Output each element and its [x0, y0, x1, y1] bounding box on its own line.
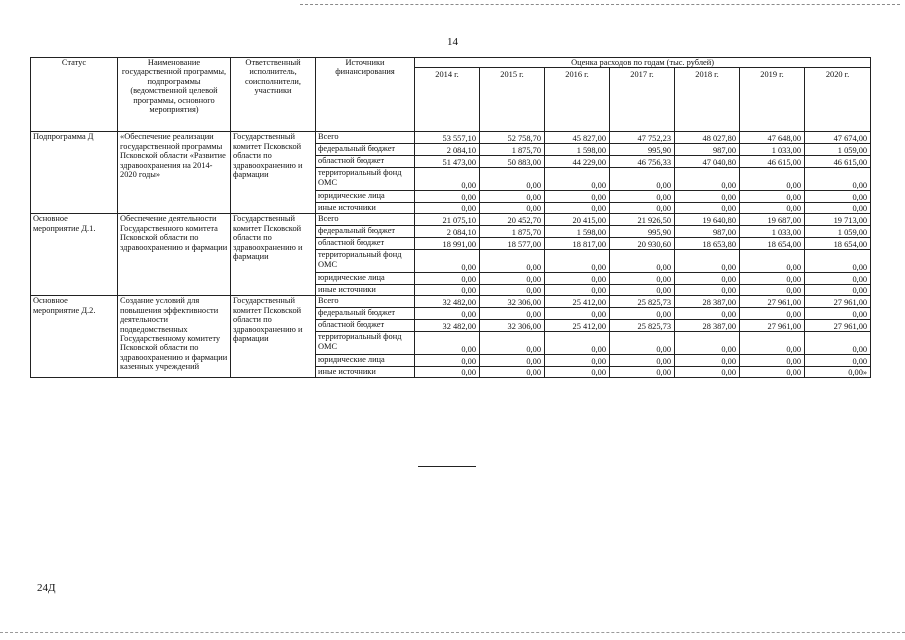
amount-cell: 0,00	[805, 273, 871, 285]
amount-cell: 18 654,00	[805, 238, 871, 250]
amount-cell: 0,00»	[805, 367, 871, 378]
amount-cell: 0,00	[675, 367, 740, 378]
amount-cell: 25 825,73	[610, 320, 675, 332]
amount-cell: 2 084,10	[415, 144, 480, 156]
amount-cell: 0,00	[610, 250, 675, 273]
header-estimate: Оценка расходов по годам (тыс. рублей)	[415, 58, 871, 68]
amount-cell: 0,00	[610, 355, 675, 367]
amount-cell: 0,00	[740, 355, 805, 367]
amount-cell: 25 412,00	[545, 296, 610, 308]
header-year: 2016 г.	[545, 68, 610, 132]
amount-cell: 51 473,00	[415, 156, 480, 168]
funding-source: федеральный бюджет	[316, 226, 415, 238]
amount-cell: 1 033,00	[740, 226, 805, 238]
amount-cell: 20 452,70	[480, 214, 545, 226]
funding-source: Всего	[316, 296, 415, 308]
amount-cell: 48 027,80	[675, 132, 740, 144]
amount-cell: 27 961,00	[740, 296, 805, 308]
header-sources: Источники финансирования	[316, 58, 415, 132]
funding-source: территориальный фонд ОМС	[316, 250, 415, 273]
amount-cell: 32 306,00	[480, 320, 545, 332]
amount-cell: 0,00	[545, 355, 610, 367]
amount-cell: 32 482,00	[415, 320, 480, 332]
amount-cell: 0,00	[415, 273, 480, 285]
amount-cell: 27 961,00	[805, 296, 871, 308]
amount-cell: 53 557,10	[415, 132, 480, 144]
amount-cell: 0,00	[610, 367, 675, 378]
page-number: 14	[447, 36, 458, 48]
amount-cell: 0,00	[480, 367, 545, 378]
amount-cell: 0,00	[415, 308, 480, 320]
amount-cell: 0,00	[480, 168, 545, 191]
funding-source: территориальный фонд ОМС	[316, 332, 415, 355]
group-executor: Государственный комитет Псковской области по здравоохранению и фармации	[231, 132, 316, 214]
amount-cell: 0,00	[610, 332, 675, 355]
amount-cell: 0,00	[610, 308, 675, 320]
amount-cell: 1 033,00	[740, 144, 805, 156]
amount-cell: 52 758,70	[480, 132, 545, 144]
amount-cell: 46 615,00	[740, 156, 805, 168]
funding-source: федеральный бюджет	[316, 144, 415, 156]
amount-cell: 47 648,00	[740, 132, 805, 144]
funding-source: территориальный фонд ОМС	[316, 168, 415, 191]
amount-cell: 1 875,70	[480, 226, 545, 238]
amount-cell: 0,00	[545, 367, 610, 378]
amount-cell: 0,00	[480, 250, 545, 273]
amount-cell: 19 640,80	[675, 214, 740, 226]
amount-cell: 0,00	[415, 250, 480, 273]
amount-cell: 27 961,00	[805, 320, 871, 332]
amount-cell: 47 674,00	[805, 132, 871, 144]
amount-cell: 987,00	[675, 144, 740, 156]
amount-cell: 0,00	[740, 367, 805, 378]
amount-cell: 0,00	[610, 203, 675, 214]
footer-divider	[418, 466, 476, 467]
amount-cell: 18 577,00	[480, 238, 545, 250]
group-name: «Обеспечение реализации государственной программы Псковской области «Развитие здравоохранения на 2014-2020 годы»	[118, 132, 231, 214]
amount-cell: 47 040,80	[675, 156, 740, 168]
header-year: 2020 г.	[805, 68, 871, 132]
amount-cell: 1 875,70	[480, 144, 545, 156]
amount-cell: 0,00	[545, 191, 610, 203]
amount-cell: 0,00	[545, 168, 610, 191]
amount-cell: 27 961,00	[740, 320, 805, 332]
amount-cell: 0,00	[675, 285, 740, 296]
amount-cell: 0,00	[805, 355, 871, 367]
amount-cell: 0,00	[675, 250, 740, 273]
group-status: Основное мероприятие Д.1.	[31, 214, 118, 296]
amount-cell: 20 415,00	[545, 214, 610, 226]
amount-cell: 0,00	[480, 285, 545, 296]
amount-cell: 20 930,60	[610, 238, 675, 250]
amount-cell: 987,00	[675, 226, 740, 238]
amount-cell: 0,00	[480, 191, 545, 203]
amount-cell: 0,00	[480, 355, 545, 367]
amount-cell: 1 598,00	[545, 144, 610, 156]
scan-edge-top	[300, 4, 900, 5]
amount-cell: 1 598,00	[545, 226, 610, 238]
amount-cell: 995,90	[610, 226, 675, 238]
amount-cell: 0,00	[480, 203, 545, 214]
group-status: Основное мероприятие Д.2.	[31, 296, 118, 378]
table-row	[31, 132, 871, 144]
amount-cell: 1 059,00	[805, 144, 871, 156]
amount-cell: 0,00	[675, 355, 740, 367]
funding-source: областной бюджет	[316, 238, 415, 250]
amount-cell: 0,00	[415, 285, 480, 296]
amount-cell: 0,00	[740, 273, 805, 285]
amount-cell: 0,00	[545, 273, 610, 285]
group-name: Создание условий для повышения эффективности деятельности подведомственных Государственному комитету Псковской области по здравоохранению и фармации казенных учреждений	[118, 296, 231, 378]
amount-cell: 0,00	[740, 191, 805, 203]
amount-cell: 25 825,73	[610, 296, 675, 308]
amount-cell: 32 482,00	[415, 296, 480, 308]
amount-cell: 28 387,00	[675, 320, 740, 332]
table-row	[31, 296, 871, 308]
amount-cell: 0,00	[805, 191, 871, 203]
amount-cell: 46 756,33	[610, 156, 675, 168]
amount-cell: 50 883,00	[480, 156, 545, 168]
table-row	[31, 214, 871, 226]
amount-cell: 45 827,00	[545, 132, 610, 144]
amount-cell: 0,00	[545, 250, 610, 273]
amount-cell: 0,00	[740, 332, 805, 355]
header-year: 2014 г.	[415, 68, 480, 132]
amount-cell: 0,00	[740, 203, 805, 214]
amount-cell: 0,00	[415, 203, 480, 214]
funding-source: областной бюджет	[316, 156, 415, 168]
amount-cell: 0,00	[545, 308, 610, 320]
amount-cell: 0,00	[740, 250, 805, 273]
amount-cell: 995,90	[610, 144, 675, 156]
amount-cell: 0,00	[480, 273, 545, 285]
amount-cell: 0,00	[675, 308, 740, 320]
amount-cell: 18 654,00	[740, 238, 805, 250]
amount-cell: 0,00	[545, 203, 610, 214]
group-status: Подпрограмма Д	[31, 132, 118, 214]
amount-cell: 0,00	[805, 203, 871, 214]
scan-edge-bottom	[0, 632, 905, 633]
amount-cell: 0,00	[805, 250, 871, 273]
funding-source: иные источники	[316, 285, 415, 296]
amount-cell: 47 752,23	[610, 132, 675, 144]
amount-cell: 2 084,10	[415, 226, 480, 238]
table-body	[31, 132, 871, 378]
footer-code: 24Д	[37, 582, 56, 594]
amount-cell: 0,00	[740, 308, 805, 320]
amount-cell: 25 412,00	[545, 320, 610, 332]
group-name: Обеспечение деятельности Государственного комитета Псковской области по здравоохранению и фармации	[118, 214, 231, 296]
amount-cell: 0,00	[675, 332, 740, 355]
amount-cell: 18 817,00	[545, 238, 610, 250]
amount-cell: 0,00	[415, 332, 480, 355]
amount-cell: 0,00	[480, 332, 545, 355]
amount-cell: 21 926,50	[610, 214, 675, 226]
amount-cell: 0,00	[675, 203, 740, 214]
amount-cell: 21 075,10	[415, 214, 480, 226]
amount-cell: 19 713,00	[805, 214, 871, 226]
funding-source: юридические лица	[316, 273, 415, 285]
header-year: 2018 г.	[675, 68, 740, 132]
funding-source: иные источники	[316, 203, 415, 214]
amount-cell: 0,00	[610, 168, 675, 191]
amount-cell: 18 653,80	[675, 238, 740, 250]
funding-source: Всего	[316, 214, 415, 226]
amount-cell: 0,00	[675, 191, 740, 203]
amount-cell: 0,00	[480, 308, 545, 320]
amount-cell: 0,00	[805, 168, 871, 191]
amount-cell: 0,00	[740, 285, 805, 296]
amount-cell: 0,00	[415, 355, 480, 367]
amount-cell: 46 615,00	[805, 156, 871, 168]
header-year: 2017 г.	[610, 68, 675, 132]
amount-cell: 0,00	[805, 308, 871, 320]
amount-cell: 0,00	[610, 285, 675, 296]
amount-cell: 0,00	[610, 273, 675, 285]
amount-cell: 44 229,00	[545, 156, 610, 168]
amount-cell: 0,00	[415, 367, 480, 378]
amount-cell: 0,00	[415, 191, 480, 203]
header-name: Наименование государственной программы, подпрограммы (ведомственной целевой программы, основного мероприятия)	[118, 58, 231, 132]
amount-cell: 32 306,00	[480, 296, 545, 308]
amount-cell: 0,00	[545, 285, 610, 296]
header-year: 2015 г.	[480, 68, 545, 132]
funding-source: иные источники	[316, 367, 415, 378]
amount-cell: 0,00	[415, 168, 480, 191]
amount-cell: 0,00	[545, 332, 610, 355]
funding-source: юридические лица	[316, 191, 415, 203]
amount-cell: 1 059,00	[805, 226, 871, 238]
amount-cell: 0,00	[805, 285, 871, 296]
funding-source: юридические лица	[316, 355, 415, 367]
amount-cell: 0,00	[675, 273, 740, 285]
amount-cell: 0,00	[805, 332, 871, 355]
amount-cell: 0,00	[740, 168, 805, 191]
amount-cell: 0,00	[675, 168, 740, 191]
amount-cell: 0,00	[610, 191, 675, 203]
expenditure-table	[30, 57, 871, 378]
header-status: Статус	[31, 58, 118, 132]
amount-cell: 28 387,00	[675, 296, 740, 308]
group-executor: Государственный комитет Псковской области по здравоохранению и фармации	[231, 214, 316, 296]
funding-source: федеральный бюджет	[316, 308, 415, 320]
amount-cell: 18 991,00	[415, 238, 480, 250]
header-year: 2019 г.	[740, 68, 805, 132]
amount-cell: 19 687,00	[740, 214, 805, 226]
group-executor: Государственный комитет Псковской области по здравоохранению и фармации	[231, 296, 316, 378]
header-executor: Ответственный исполнитель, соисполнители, участники	[231, 58, 316, 132]
funding-source: Всего	[316, 132, 415, 144]
funding-source: областной бюджет	[316, 320, 415, 332]
